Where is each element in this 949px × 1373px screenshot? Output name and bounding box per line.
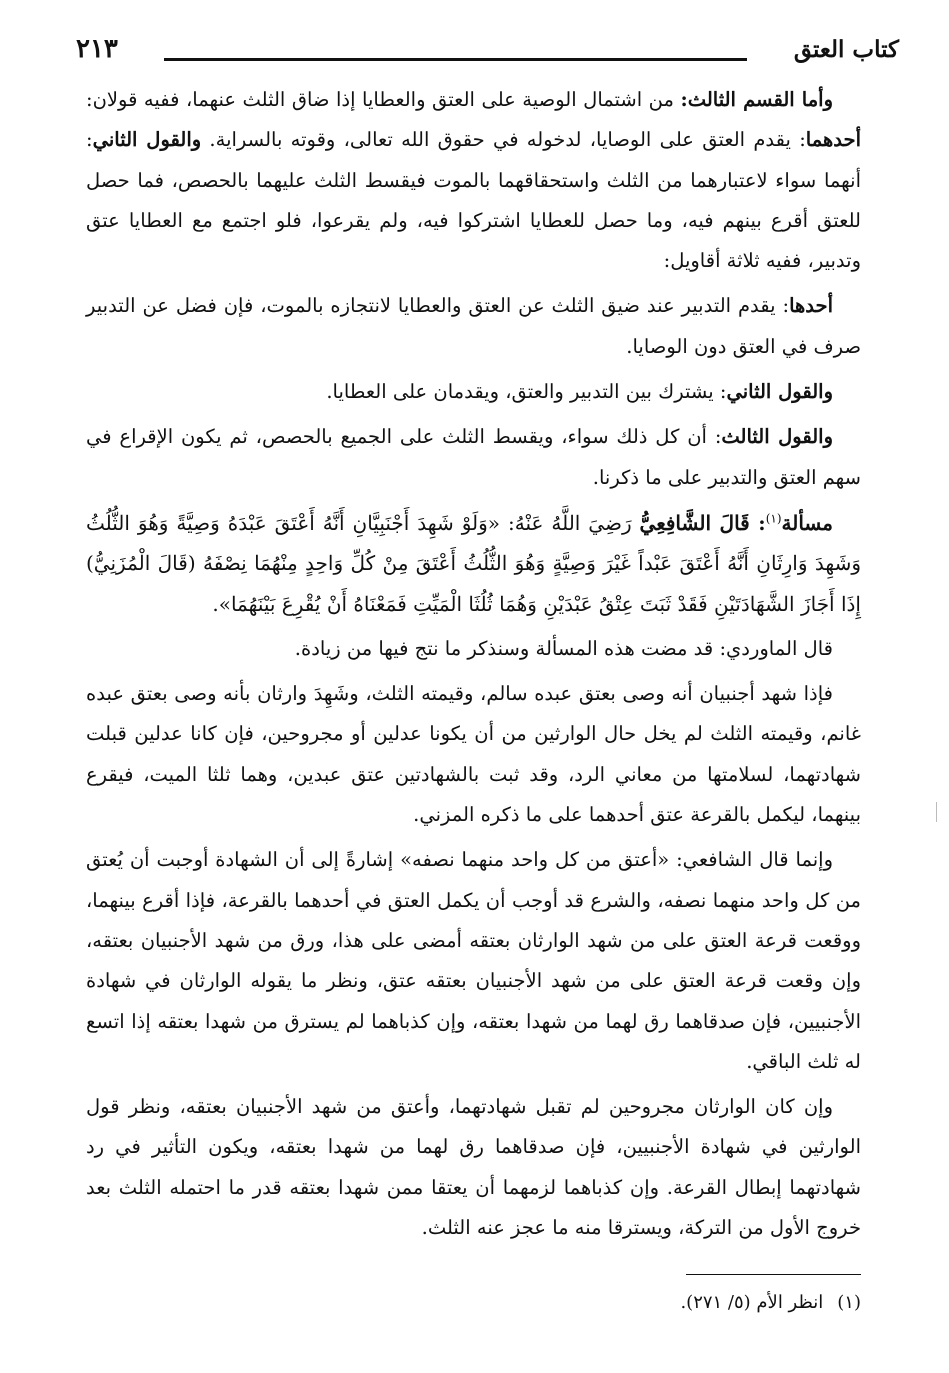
paragraph-lead: والقول الثاني <box>726 380 833 404</box>
paragraph-lead: والقول الثالث <box>721 425 833 449</box>
paragraph-1 <box>86 80 861 281</box>
paragraph-text: من اشتمال الوصية على العتق والعطايا إذا ضاق الثلث عنهما، ففيه قولان: <box>86 88 681 111</box>
paragraph-lead: وأما القسم الثالث: <box>680 88 833 111</box>
chapter-title: كتاب العتق <box>793 36 899 63</box>
paragraph-lead: أحدها <box>789 294 833 318</box>
paragraph-text: : أن كل ذلك سواء، ويقسط الثلث على الجميع بالحصص، ثم يكون الإقراع في سهم العتق والتدبير على ما ذكرنا. <box>86 425 861 489</box>
footnote-ref[interactable]: (١) <box>765 511 782 526</box>
paragraph-6: فإذا شهد أجنبيان أنه وصى بعتق عبده سالم، وقيمته الثلث، وشَهِدَ وارثان بأنه وصى بعتق عبده غانم، وقيمته الثلث لم يخل حال الوارثين من أن يكونا عدلين أو مجروحين، فإن كانا عدلين قبلت شهادتهما، لسلامتها من معاني الرد، وقد ثبت بالشهادتين عتق عبدين، وهما ثلثا الميت، فيقرع بينهما، ليكمل بالقرعة عتق أحدهما على ما ذكره المزني. <box>86 682 861 827</box>
footnote-number: (١) <box>837 1292 861 1313</box>
paragraph-5: قال الماوردي: قد مضت هذه المسألة وسنذكر ما نتج فيها من زيادة. <box>294 636 833 660</box>
page-header <box>76 26 899 76</box>
paragraph-7: وإنما قال الشافعي: «أعتق من كل واحد منهما نصفه» إشارةً إلى أن الشهادة أوجبت أن يُعتق من كل واحد منهما نصفه، والشرع قد أوجب أن يكمل العتق في أحدهما بالقرعة، فإذا أقرع بينهما، ووقعت قرعة العتق على من شهد الوارثان بعتقه أمضى على هذا، ورق من شهد الأجنبيان بعتقه، وإن وقعت قرعة العتق على من شهد الأجنبيان بعتقه عتق، ونظر ما يقوله الوارثان في شهادة الأجنبيين، فإن صدقاهما رق لهما من شهدا بعتقه، وإن كذباهما لم يسترق من شهدا بعتقه إذا اتسع له ثلث الباقي. <box>86 848 861 1073</box>
masala-lead: : قَالَ الشَّافِعِيُّ <box>639 510 766 535</box>
masala-lead: مسألة <box>781 510 833 535</box>
paragraph-text: : يقدم العتق على الوصايا، لدخوله في حقوق الله تعالى، وقوته بالسراية. <box>201 128 806 152</box>
paragraph-lead: والقول الثاني <box>92 128 202 152</box>
footnote-rule <box>686 1274 861 1275</box>
paragraph-4 <box>86 417 861 498</box>
paragraph-text: : يقدم التدبير عند ضيق الثلث عن العتق والعطايا لانتجازه بالموت، فإن فضل عن التدبير صرف في العتق دون الوصايا. <box>86 294 861 358</box>
paragraph-text: : يشترك بين التدبير والعتق، ويقدمان على العطايا. <box>326 380 727 404</box>
page-body <box>86 80 861 1253</box>
footnote <box>86 1283 861 1323</box>
footnote-text: انظر الأم (٥/ ٢٧١). <box>680 1292 824 1313</box>
paragraph-3 <box>86 372 861 412</box>
paragraph-2 <box>86 286 861 367</box>
masala-paragraph <box>86 503 861 624</box>
margin-mark <box>936 802 937 822</box>
paragraph-8: وإن كان الوارثان مجروحين لم تقبل شهادتهما، وأعتق من شهد الأجنبيان بعتقه، ونظر قول الوارثين في شهادة الأجنبيين، فإن صدقاهما رق لهما من شهدا بعتقه، ويكون التأثير في رد شهادتهما إبطال القرعة. وإن كذباهما لزمهما أن يعتقا ممن شهدا بعتقه قدر ما احتمله الثلث بعد خروج الأول من التركة، ويسترقا منه ما عجز عنه الثلث. <box>86 1095 861 1240</box>
masala-text: رَضِيَ اللَّهُ عَنْهُ: «وَلَوْ شَهِدَ أَجْنَبِيَّانِ أَنَّهُ أَعْتَقَ عَبْدَهُ وَصِيَّةً وَهُوَ الثُّلُثُ وَشَهِدَ وَارِثَانِ أَنَّهُ أَعْتَقَ عَبْداً غَيْرَ وَصِيَّةٍ وَهُوَ الثُّلُثُ أَعْتَقَ مِنْ كُلِّ وَاحِدٍ مِنْهُمَا نِصْفَهُ (قَالَ الْمُزَنِيُّ) إِذَا أَجَازَ الشَّهَادَتَيْنِ فَقَدْ ثَبَتَ عِتْقُ عَبْدَيْنِ وَهُمَا ثُلُثَا الْمَيِّتِ فَمَعْنَاهُ أَنْ يُقْرِعَ بَيْنَهُمَا». <box>86 510 861 616</box>
page-number: ٢١٣ <box>76 34 118 64</box>
header-rule <box>164 58 747 61</box>
paragraph-text: : أنهما سواء لاعتبارهما من الثلث واستحقاقهما بالموت فيقسط الثلث عليهما بالحصص، فما حصل للعتق أقرع بينهم فيه، وما حصل للعطايا اشتركوا فيه، ولم يقرعوا، فلو اجتمع مع العطايا عتق وتدبير، ففيه ثلاثة أقاويل: <box>86 128 861 273</box>
paragraph-lead: أحدهما <box>805 128 861 152</box>
